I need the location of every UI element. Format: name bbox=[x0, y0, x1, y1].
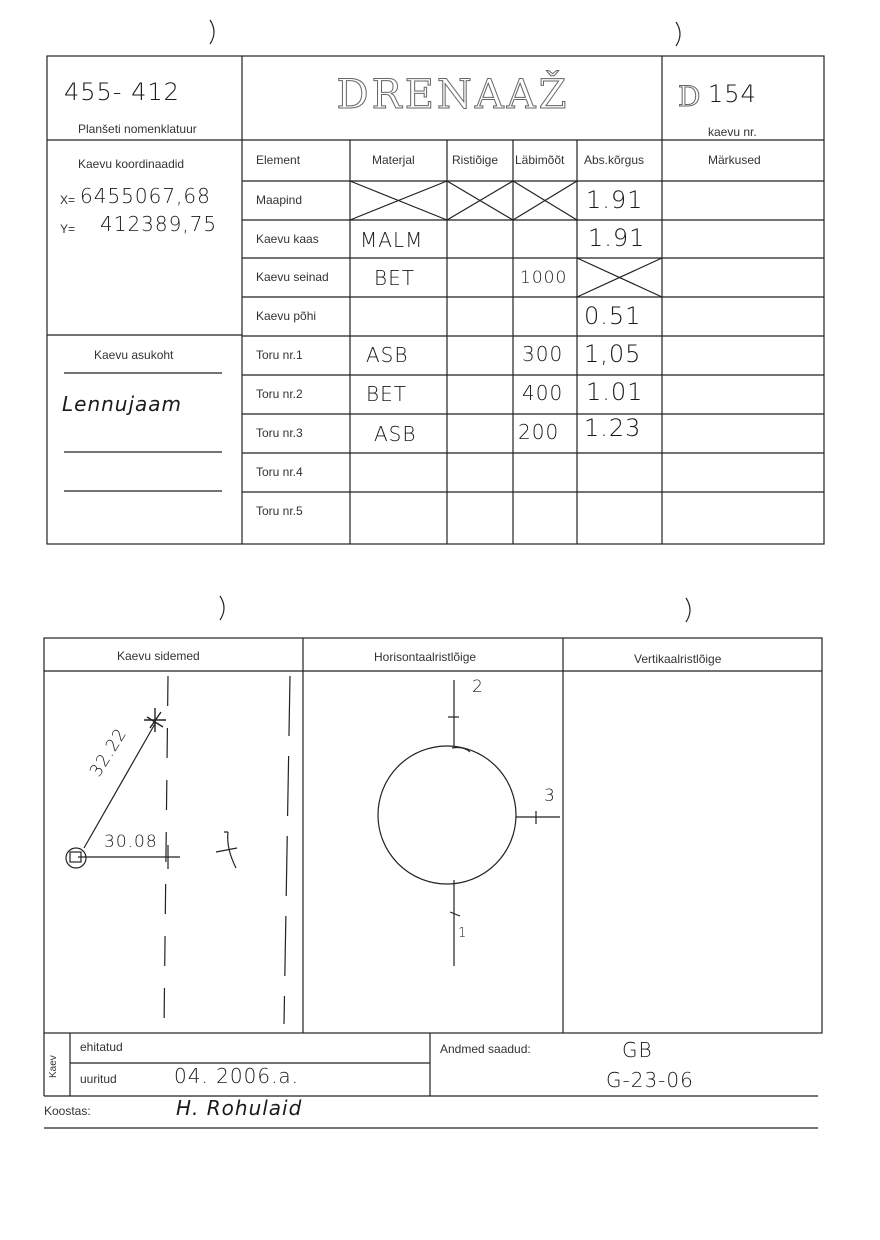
sketch-col1-title: Kaevu sidemed bbox=[117, 649, 200, 663]
well-prefix: D bbox=[678, 80, 701, 113]
compiled-label: Koostas: bbox=[44, 1104, 91, 1118]
location-value: Lennujaam bbox=[62, 392, 183, 416]
row-element: Toru nr.4 bbox=[256, 465, 303, 479]
row-abs: 1.23 bbox=[584, 414, 642, 442]
sketch-col2-title: Horisontaalristlõige bbox=[374, 650, 477, 664]
pipe-2-label: 2 bbox=[472, 677, 484, 697]
row-element: Kaevu kaas bbox=[256, 232, 319, 246]
row-element: Kaevu põhi bbox=[256, 309, 317, 323]
row-abs: 0.51 bbox=[584, 302, 642, 330]
row-diameter: 200 bbox=[518, 420, 560, 444]
footer-side-label: Kaev bbox=[48, 1055, 59, 1078]
coord-x-value: 6455067,68 bbox=[80, 184, 211, 208]
distance-diagonal: 32.22 bbox=[86, 724, 132, 781]
row-abs: 1.91 bbox=[586, 186, 644, 214]
nomenclature-label: Planšeti nomenklatuur bbox=[78, 122, 197, 136]
coord-y-value: 412389,75 bbox=[100, 212, 218, 236]
col-header-diameter: Läbimõõt bbox=[515, 153, 565, 167]
row-diameter: 400 bbox=[522, 381, 564, 405]
compiled-value: H. Rohulaid bbox=[176, 1096, 303, 1120]
built-label: ehitatud bbox=[80, 1040, 123, 1054]
row-abs: 1.01 bbox=[586, 378, 644, 406]
row-element: Kaevu seinad bbox=[256, 270, 329, 284]
surveyed-value: 04. 2006.a. bbox=[174, 1064, 300, 1088]
row-diameter: 1000 bbox=[520, 268, 568, 288]
coord-x-label: X= bbox=[60, 193, 76, 207]
row-element: Toru nr.2 bbox=[256, 387, 303, 401]
col-header-cross-section: Ristiõige bbox=[452, 153, 499, 167]
well-number: 154 bbox=[708, 80, 757, 108]
nomenclature-value: 455- 412 bbox=[64, 78, 180, 106]
row-element: Toru nr.5 bbox=[256, 504, 303, 518]
distance-horizontal: 30.08 bbox=[104, 832, 158, 852]
col-header-abs-height: Abs.kõrgus bbox=[584, 153, 645, 167]
page-title: DRENAAŽ bbox=[336, 72, 570, 118]
row-abs: 1.91 bbox=[588, 224, 646, 252]
surveyed-label: uuritud bbox=[80, 1072, 117, 1086]
row-material: ASB bbox=[366, 343, 409, 367]
row-abs: 1,05 bbox=[584, 340, 642, 368]
data-received-value-1: GB bbox=[622, 1038, 653, 1062]
col-header-material: Materjal bbox=[372, 153, 415, 167]
row-element: Toru nr.1 bbox=[256, 348, 303, 362]
row-material: BET bbox=[374, 266, 415, 290]
data-received-label: Andmed saadud: bbox=[440, 1042, 531, 1056]
pipe-3-label: 3 bbox=[544, 786, 556, 806]
row-material: ASB bbox=[374, 422, 417, 446]
row-element: Toru nr.3 bbox=[256, 426, 303, 440]
row-element: Maapind bbox=[256, 193, 303, 207]
coord-label: Kaevu koordinaadid bbox=[78, 157, 185, 171]
data-received-value-2: G-23-06 bbox=[606, 1068, 694, 1092]
pipe-1-label: 1 bbox=[458, 926, 468, 941]
row-diameter: 300 bbox=[522, 342, 564, 366]
sketch-col3-title: Vertikaalristlõige bbox=[634, 652, 722, 666]
col-header-element: Element bbox=[256, 153, 301, 167]
location-label: Kaevu asukoht bbox=[94, 348, 174, 362]
row-material: MALM bbox=[360, 228, 424, 252]
col-header-notes: Märkused bbox=[708, 153, 761, 167]
coord-y-label: Y= bbox=[60, 222, 76, 236]
well-number-label: kaevu nr. bbox=[708, 125, 757, 139]
row-material: BET bbox=[366, 382, 407, 406]
